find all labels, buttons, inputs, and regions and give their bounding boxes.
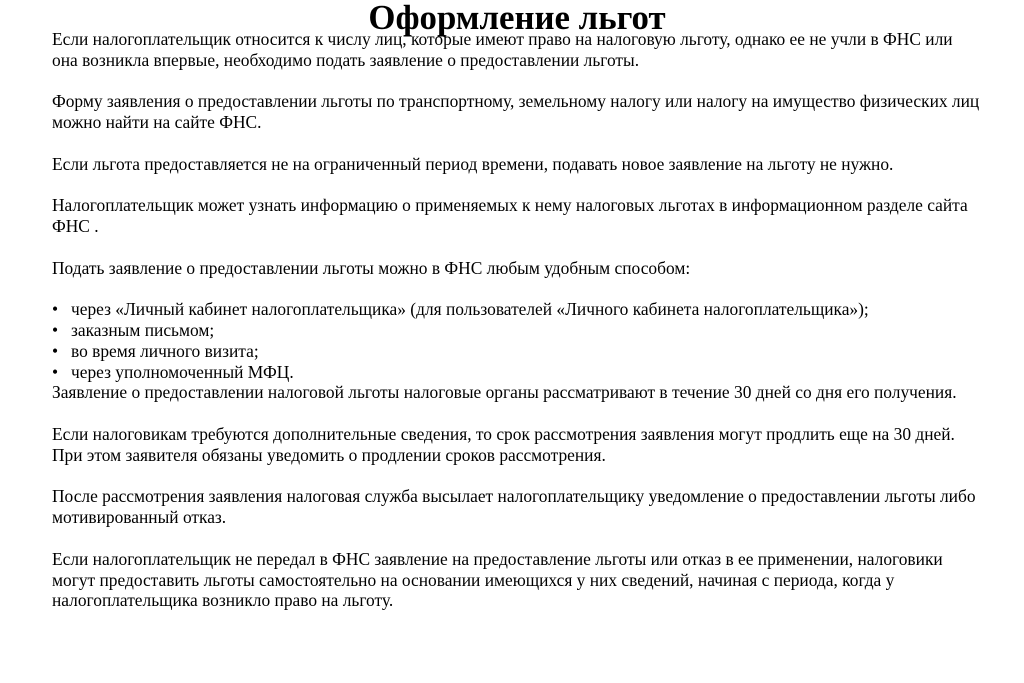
- bullet-icon: •: [52, 361, 59, 382]
- paragraph-methods: Подать заявление о предоставлении льготы можно в ФНС любым удобным способом:: [52, 257, 691, 278]
- list-item-text: заказным письмом;: [71, 319, 215, 340]
- list-item-text: во время личного визита;: [71, 340, 259, 361]
- paragraph-form: Форму заявления о предоставлении льготы по транспортному, земельному налогу или налогу на имущество физических лиц можно найти на сайте ФНС.: [52, 91, 980, 132]
- paragraph-notification: После рассмотрения заявления налоговая служба высылает налогоплательщику уведомление о предоставлении льготы либо мотивированный отказ.: [52, 486, 976, 528]
- bullet-icon: •: [52, 340, 59, 361]
- list-item-text: через «Личный кабинет налогоплательщика» (для пользователей «Личного кабинета налогоплательщика»);: [71, 299, 869, 320]
- list-item: [52, 299, 982, 320]
- document-page: [52, 0, 982, 611]
- paragraph-eligibility: Если налогоплательщик относится к числу лиц, которые имеют право на налоговую льготу, однако ее не учли в ФНС или она возникла впервые, необходимо подать заявление о предоставлении льготы.: [52, 28, 953, 70]
- submission-methods-list: [52, 299, 982, 382]
- bullet-icon: •: [52, 299, 59, 320]
- paragraph-extension: Если налоговикам требуются дополнительные сведения, то срок рассмотрения заявления могут продлить еще на 30 дней. При этом заявителя обязаны уведомить о продлении сроков рассмотрения.: [52, 423, 955, 465]
- list-item-text: через уполномоченный МФЦ.: [71, 361, 294, 382]
- paragraph-review-term: Заявление о предоставлении налоговой льготы налоговые органы рассматривают в течение 30 дней со дня его получения.: [52, 382, 957, 403]
- paragraph-period: Если льгота предоставляется не на ограниченный период времени, подавать новое заявление на льготу не нужно.: [52, 153, 894, 174]
- document-title: Оформление льгот: [368, 0, 666, 37]
- bullet-icon: •: [52, 319, 59, 340]
- list-item: [52, 362, 982, 383]
- list-item: [52, 320, 982, 341]
- paragraph-info: Налогоплательщик может узнать информацию о применяемых к нему налоговых льготах в информационном разделе сайта ФНС .: [52, 195, 968, 236]
- list-item: [52, 341, 982, 362]
- paragraph-automatic: Если налогоплательщик не передал в ФНС заявление на предоставление льготы или отказ в ее применении, налоговики могут предоставить льготы самостоятельно на основании имеющихся у них сведений, начиная с периода, когда у налогоплательщика возникло право на льготу.: [52, 548, 943, 611]
